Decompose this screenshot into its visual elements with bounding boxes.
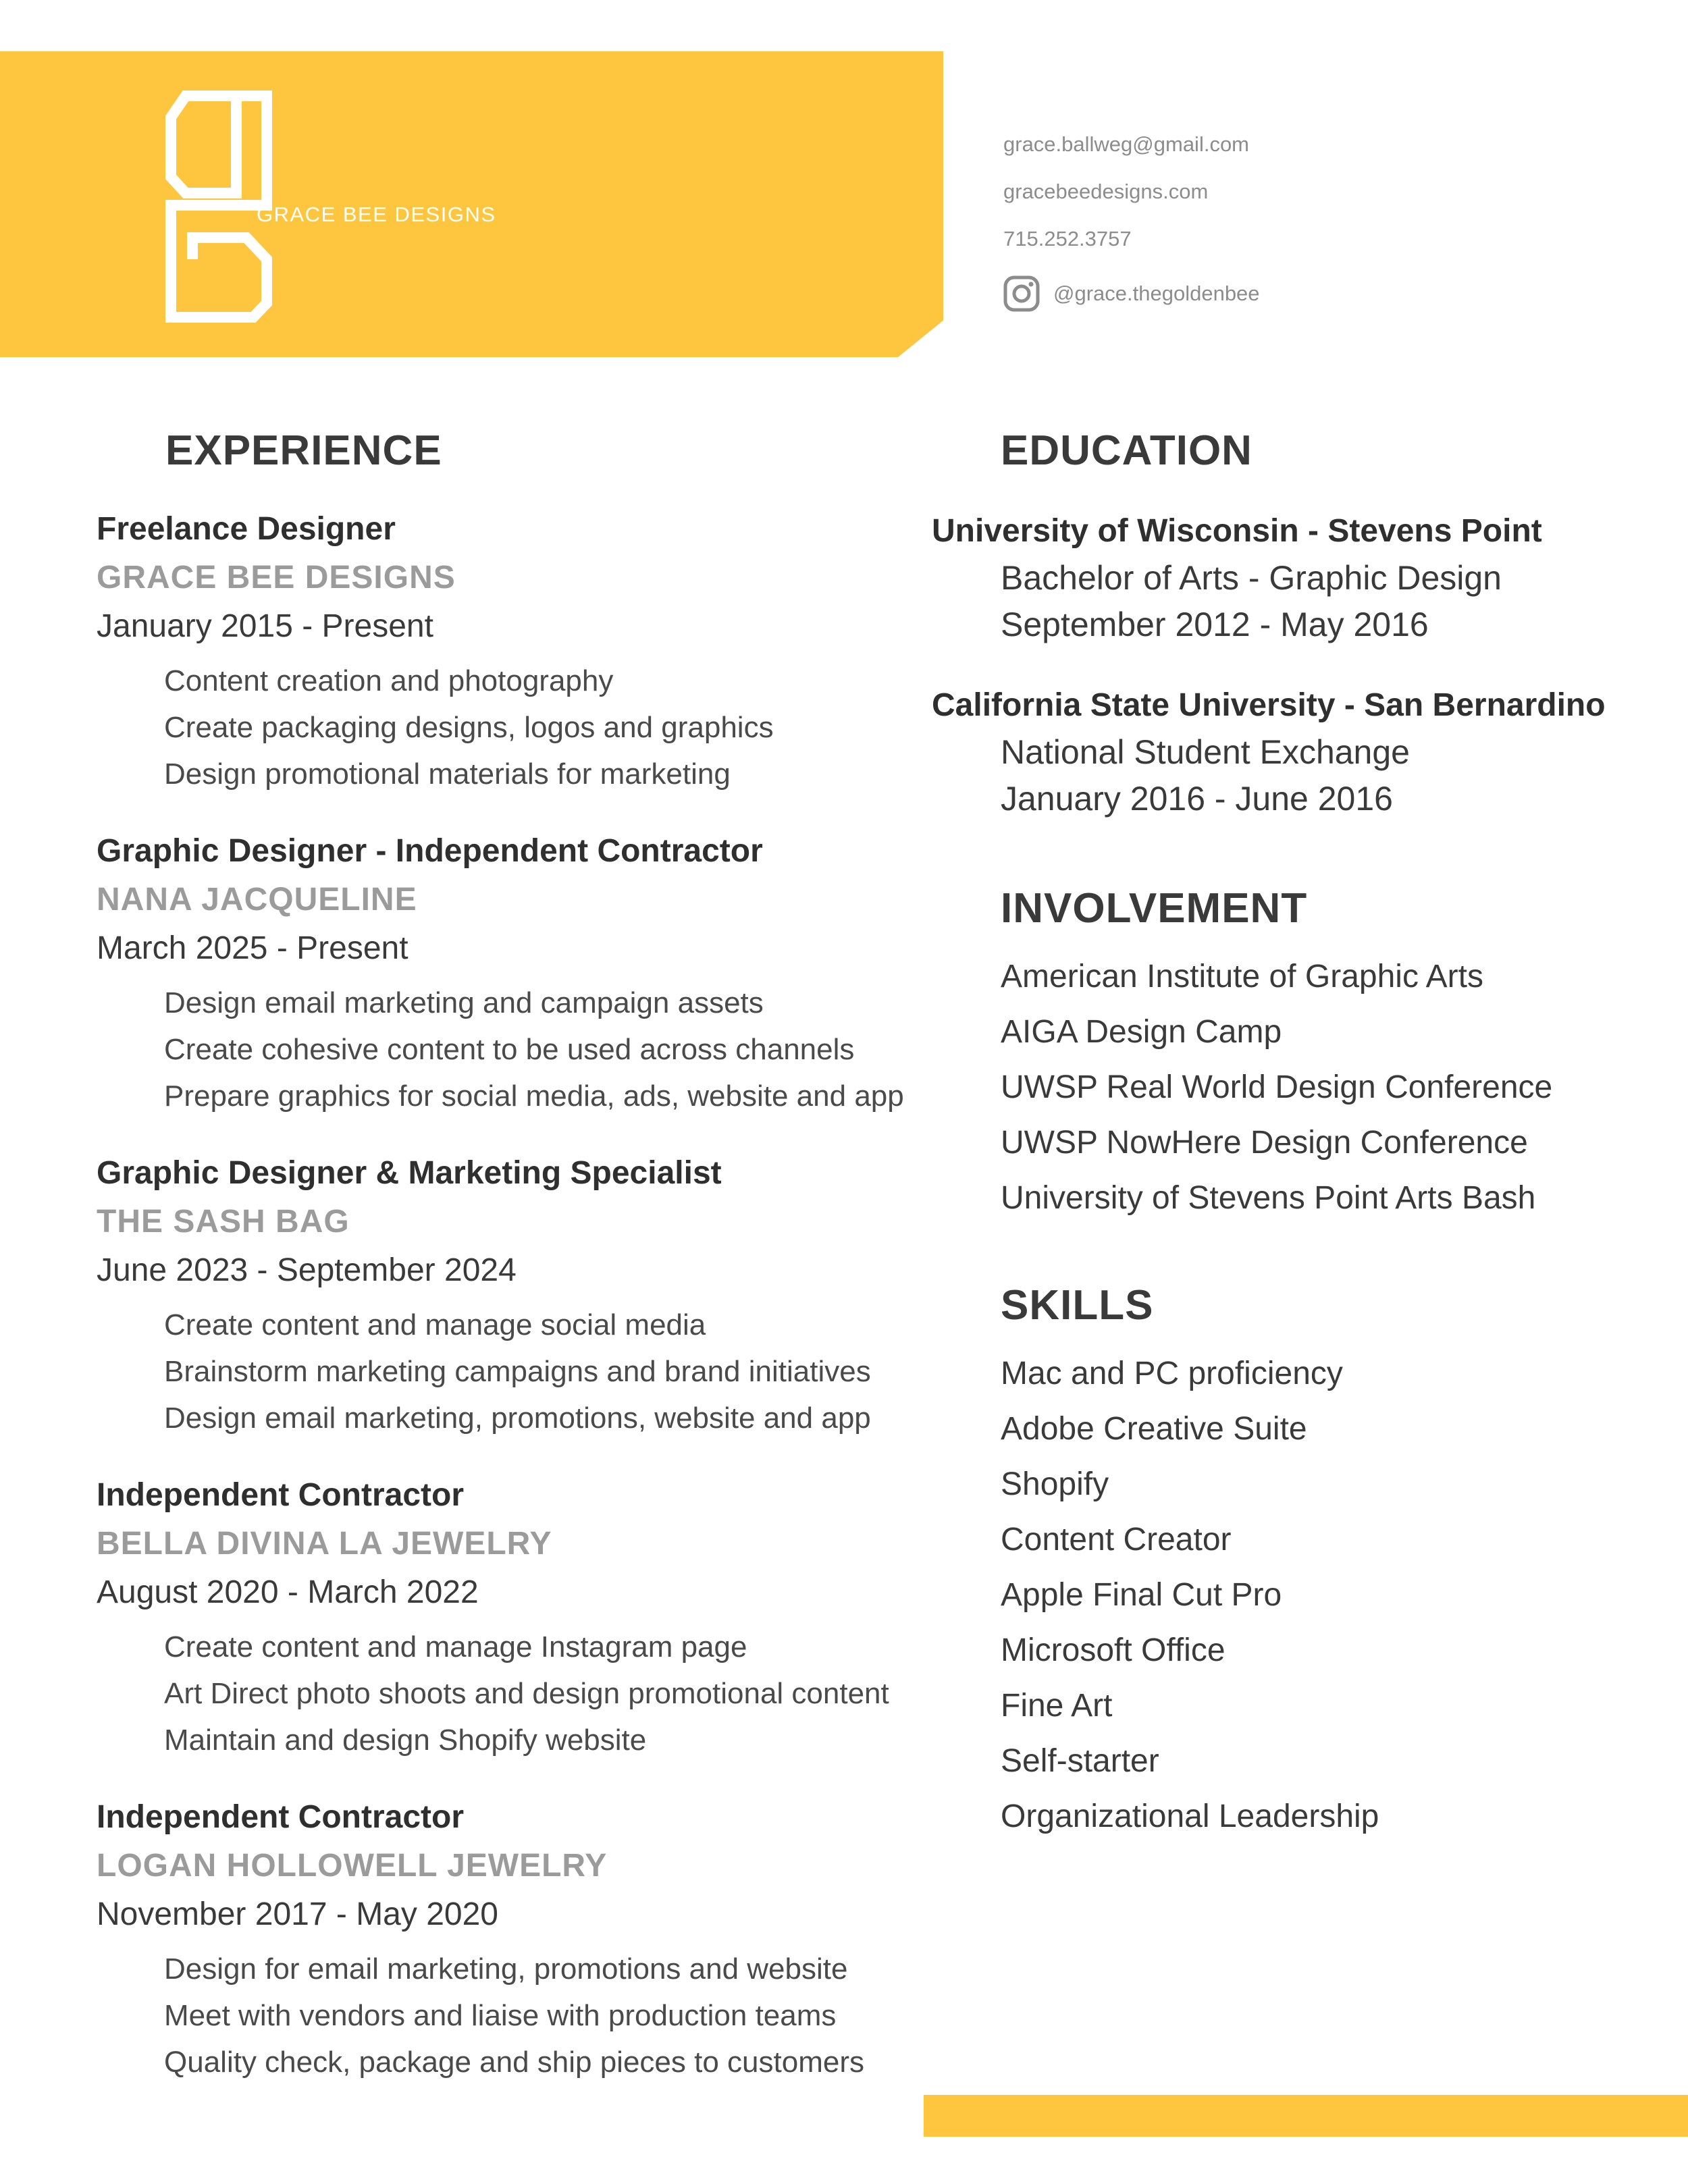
job-duty: Maintain and design Shopify website: [164, 1724, 647, 1757]
phone-number[interactable]: 715.252.3757: [1003, 227, 1132, 250]
job-title: Independent Contractor: [97, 1477, 465, 1513]
job-duty: Design email marketing and campaign assets: [164, 986, 764, 1019]
job-dates: January 2015 - Present: [97, 608, 433, 644]
job-duties: [97, 1946, 907, 2085]
job-duty: Design for email marketing, promotions and website: [164, 1952, 848, 1986]
job-entry: [97, 505, 907, 797]
skill-item: Microsoft Office: [1001, 1632, 1225, 1668]
job-title: Graphic Designer - Independent Contractor: [97, 833, 763, 869]
website-link[interactable]: gracebeedesigns.com: [1003, 180, 1209, 203]
job-duties: [97, 980, 907, 1119]
involvement-item: UWSP NowHere Design Conference: [1001, 1125, 1528, 1161]
education-heading: EDUCATION: [1001, 427, 1252, 474]
job-duties: [97, 1302, 907, 1441]
skill-item: Content Creator: [1001, 1522, 1232, 1557]
job-entry: [97, 1149, 907, 1441]
job-company: THE SASH BAG: [97, 1204, 350, 1240]
skill-item: Adobe Creative Suite: [1001, 1411, 1307, 1447]
job-duty: Brainstorm marketing campaigns and brand initiatives: [164, 1355, 871, 1388]
job-duties: [97, 1624, 907, 1763]
skill-item: Fine Art: [1001, 1688, 1113, 1724]
footer-accent-bar: [924, 2095, 1688, 2137]
job-duty: Design email marketing, promotions, website and app: [164, 1402, 871, 1435]
school-degree: Bachelor of Arts - Graphic Design: [1001, 559, 1502, 597]
skill-item: Self-starter: [1001, 1743, 1159, 1779]
involvement-item: University of Stevens Point Arts Bash: [1001, 1180, 1536, 1216]
skill-item: Mac and PC proficiency: [1001, 1356, 1343, 1391]
job-entry: [97, 827, 907, 1119]
job-title: Freelance Designer: [97, 511, 396, 547]
job-dates: November 2017 - May 2020: [97, 1896, 498, 1932]
job-entry: [97, 1471, 907, 1763]
school-dates: September 2012 - May 2016: [1001, 606, 1429, 643]
job-duties: [97, 658, 907, 797]
job-title: Independent Contractor: [97, 1799, 465, 1835]
job-company: NANA JACQUELINE: [97, 882, 417, 917]
job-company: LOGAN HOLLOWELL JEWELRY: [97, 1848, 608, 1884]
job-duty: Create content and manage Instagram page: [164, 1630, 747, 1663]
school-entry: [932, 508, 1674, 648]
job-duty: Create cohesive content to be used across channels: [164, 1033, 855, 1066]
instagram-handle[interactable]: [1003, 270, 1260, 317]
school-name: California State University - San Bernardino: [932, 687, 1606, 723]
job-title: Graphic Designer & Marketing Specialist: [97, 1155, 722, 1191]
job-entry: [97, 1793, 907, 2085]
job-dates: August 2020 - March 2022: [97, 1574, 479, 1610]
job-duty: Art Direct photo shoots and design promotional content: [164, 1677, 889, 1710]
contact-block: [1003, 128, 1260, 317]
involvement-item: UWSP Real World Design Conference: [1001, 1069, 1553, 1105]
involvement-item: AIGA Design Camp: [1001, 1014, 1282, 1050]
job-duty: Prepare graphics for social media, ads, website and app: [164, 1080, 904, 1113]
job-dates: March 2025 - Present: [97, 930, 408, 966]
job-dates: June 2023 - September 2024: [97, 1252, 517, 1288]
instagram-icon: [1003, 275, 1040, 312]
education-list: [932, 508, 1674, 856]
experience-heading: EXPERIENCE: [165, 427, 442, 474]
school-name: University of Wisconsin - Stevens Point: [932, 513, 1542, 549]
skill-item: Organizational Leadership: [1001, 1799, 1379, 1834]
job-duty: Quality check, package and ship pieces to customers: [164, 2046, 864, 2079]
job-company: GRACE BEE DESIGNS: [97, 560, 456, 595]
instagram-handle-text: @grace.thegoldenbee: [1053, 282, 1260, 305]
involvement-list: [1001, 949, 1552, 1226]
brand-name: GRACE BEE DESIGNS: [257, 203, 496, 226]
job-duty: Meet with vendors and liaise with production teams: [164, 1999, 837, 2032]
involvement-item: American Institute of Graphic Arts: [1001, 959, 1483, 994]
school-entry: [932, 682, 1674, 822]
skills-heading: SKILLS: [1001, 1282, 1154, 1329]
skill-item: Shopify: [1001, 1466, 1109, 1502]
school-dates: January 2016 - June 2016: [1001, 780, 1393, 818]
job-duty: Design promotional materials for marketing: [164, 757, 731, 791]
experience-list: [97, 505, 907, 2115]
job-company: BELLA DIVINA LA JEWELRY: [97, 1526, 552, 1562]
school-degree: National Student Exchange: [1001, 733, 1410, 771]
job-duty: Create content and manage social media: [164, 1308, 706, 1341]
job-duty: Content creation and photography: [164, 664, 614, 697]
skill-item: Apple Final Cut Pro: [1001, 1577, 1282, 1613]
email-link[interactable]: grace.ballweg@gmail.com: [1003, 132, 1250, 156]
involvement-heading: INVOLVEMENT: [1001, 885, 1308, 932]
skills-list: [1001, 1346, 1379, 1844]
job-duty: Create packaging designs, logos and graphics: [164, 711, 774, 744]
